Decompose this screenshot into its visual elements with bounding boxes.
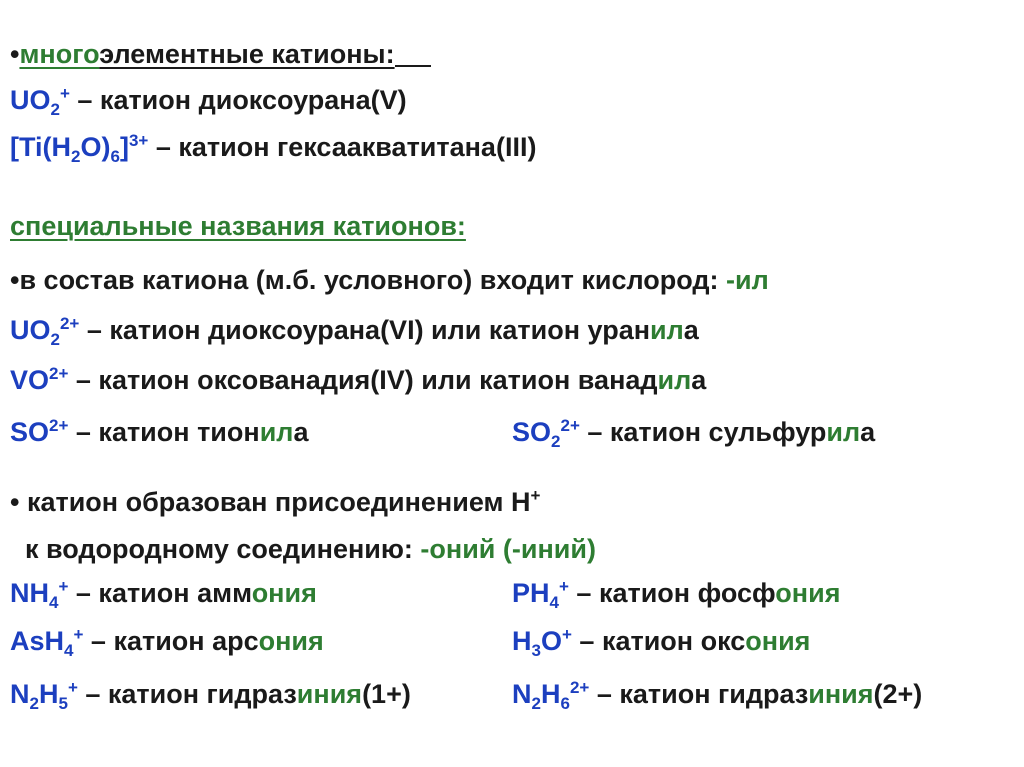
hplus-rule-line1 bbox=[10, 486, 540, 518]
ti-line bbox=[10, 131, 537, 166]
ph4-line bbox=[512, 577, 841, 612]
heading-rest: элементные катионы: bbox=[99, 39, 395, 69]
ending: а bbox=[860, 417, 876, 447]
formula-vo: $VO^{2+}$ bbox=[10, 364, 69, 395]
uo2-line bbox=[10, 84, 407, 119]
formula-ph4: $PH_4^+$ bbox=[512, 577, 569, 612]
formula-n2h5: $N_2H_5^+$ bbox=[10, 678, 78, 713]
ti-description: – катион гексаакватитана(III) bbox=[148, 132, 537, 162]
suffix: ил bbox=[657, 365, 692, 395]
ph4-description: – катион фосф bbox=[568, 578, 776, 608]
so2-description: – катион сульфур bbox=[579, 417, 827, 447]
vo-line bbox=[10, 364, 706, 396]
hplus-rule-line2 bbox=[10, 533, 596, 565]
formula-ash4: AsH$_4$+ bbox=[10, 625, 84, 660]
underline-tail bbox=[395, 63, 431, 67]
suffix: ония bbox=[775, 578, 841, 608]
ending: (2+) bbox=[873, 679, 923, 709]
suffix: иния bbox=[808, 679, 874, 709]
hplus-rule-text: • катион образован присоединением H bbox=[10, 487, 531, 517]
nh4-line bbox=[10, 577, 317, 612]
ash4-description: – катион арс bbox=[83, 626, 259, 656]
suffix: ил bbox=[826, 417, 861, 447]
formula-uo2: $UO_2^+$ bbox=[10, 84, 70, 119]
n2h5-description: – катион гидраз bbox=[77, 679, 297, 709]
ending: а bbox=[683, 315, 699, 345]
n2h6-line bbox=[512, 678, 923, 713]
n2h5-line bbox=[10, 678, 411, 713]
ash4-line bbox=[10, 625, 324, 660]
special-names-heading: специальные названия катионов: bbox=[10, 211, 466, 241]
formula-nh4: $NH_4^+$ bbox=[10, 577, 69, 612]
hplus-rule-text2: к водородному соединению: bbox=[10, 534, 421, 564]
hplus-sup: + bbox=[530, 486, 541, 505]
oxygen-rule bbox=[10, 264, 769, 296]
ending: (1+) bbox=[362, 679, 411, 709]
so2-line bbox=[512, 416, 876, 451]
suffix: ил bbox=[259, 417, 294, 447]
bullet: • bbox=[10, 39, 20, 69]
prefix-mnogo: много bbox=[19, 39, 100, 69]
vo-description: – катион оксованадия(IV) или катион ванад bbox=[68, 365, 658, 395]
formula-so: $SO^{2+}$ bbox=[10, 416, 69, 447]
section-multielement-heading bbox=[10, 38, 431, 70]
h3o-line bbox=[512, 625, 811, 660]
formula-uo2-2: $UO_2^{2+}$ bbox=[10, 314, 80, 349]
formula-n2h6: $N_2H_6^{2+}$ bbox=[512, 678, 590, 713]
uo2-2-description: – катион диоксоурана(VI) или катион уран bbox=[79, 315, 651, 345]
nh4-description: – катион амм bbox=[68, 578, 252, 608]
n2h6-description: – катион гидраз bbox=[589, 679, 809, 709]
suffix: ония bbox=[258, 626, 324, 656]
formula-h3o: $H_3O^+$ bbox=[512, 625, 572, 660]
suffix-oniy: -оний (-иний) bbox=[420, 534, 596, 564]
ending: а bbox=[691, 365, 707, 395]
uo2-description: – катион диоксоурана(V) bbox=[69, 85, 407, 115]
oxygen-rule-text: •в состав катиона (м.б. условного) входит кислород: bbox=[10, 265, 727, 295]
suffix: ония bbox=[251, 578, 317, 608]
ending: а bbox=[293, 417, 309, 447]
formula-ti: $[Ti(H_2O)_6]^{3+}$ bbox=[10, 131, 149, 166]
suffix: ония bbox=[745, 626, 811, 656]
suffix: иния bbox=[296, 679, 363, 709]
suffix-il: -ил bbox=[726, 265, 769, 295]
formula-so2: $SO_2^{2+}$ bbox=[512, 416, 580, 451]
so-line bbox=[10, 416, 308, 448]
uo2-2-line bbox=[10, 314, 699, 349]
so-description: – катион тион bbox=[68, 417, 260, 447]
h3o-description: – катион окс bbox=[571, 626, 746, 656]
suffix: ил bbox=[650, 315, 684, 345]
